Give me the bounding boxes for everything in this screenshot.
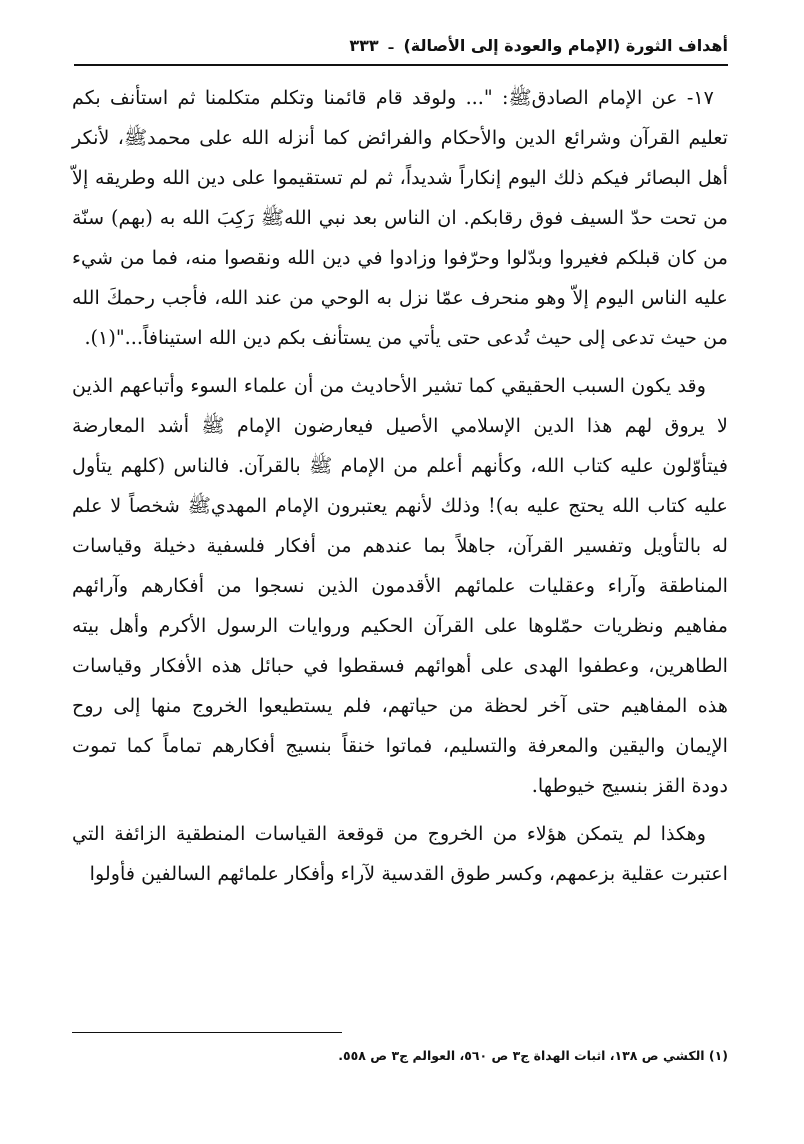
running-header bbox=[74, 28, 728, 62]
header-title: أهداف الثورة (الإمام والعودة إلى الأصالة) bbox=[403, 35, 728, 55]
footnote-divider bbox=[72, 1032, 342, 1033]
paragraph-hadith-17: ١٧- عن الإمام الصادقﷺ: "... ولوقد قام قائمنا وتكلم متكلمنا ثم استأنف بكم تعليم القرآن وشرائع الدين والأحكام والفرائض كما أنزله الله على محمدﷺ، لأنكر أهل البصائر فيكم ذلك اليوم إنكاراً شديداً، ثم لم تستقيموا على دين الله وطريقه إلاّ من تحت حدّ السيف فوق رقابكم. ان الناس بعد نبي اللهﷺ رَكِبَ الله به (بهم) سنّة من كان قبلكم فغيروا وبدّلوا وحرّفوا وزادوا في دين الله ونقصوا منه، فما من شيء عليه الناس اليوم إلاّ وهو منحرف عمّا نزل به الوحي من عند الله، فأجب رحمكَ الله من حيث تدعى إلى حيث تُدعى حتى يأتي من يستأنف بكم دين الله استينافاً..."(١). bbox=[72, 86, 728, 349]
main-text bbox=[72, 78, 728, 902]
header-divider bbox=[74, 64, 728, 66]
paragraph-continuation: وهكذا لم يتمكن هؤلاء من الخروج من قوقعة القياسات المنطقية الزائفة التي اعتبرت عقلية بزعمهم، وكسر طوق القدسية لآراء وأفكار علمائهم السالفين فأولوا bbox=[72, 822, 728, 885]
page-number: ٣٣٣ bbox=[349, 35, 379, 55]
footnote: (١) الكشي ص ١٣٨، اثبات الهداة ج٣ ص ٥٦٠، العوالم ج٣ ص ٥٥٨. bbox=[338, 1048, 728, 1063]
paragraph-real-cause: وقد يكون السبب الحقيقي كما تشير الأحاديث من أن علماء السوء وأتباعهم الذين لا يروق لهم هذا الدين الإسلامي الأصيل فيعارضون الإمام ﷺ أشد المعارضة فيتأوّلون عليه كتاب الله، وكأنهم أعلم من الإمام ﷺ بالقرآن. فالناس (كلهم يتأول عليه كتاب الله يحتج عليه به)! وذلك لأنهم يعتبرون الإمام المهديﷺ شخصاً لا علم له بالتأويل وتفسير القرآن، جاهلاً بما عندهم من أفكار فلسفية دخيلة وقياسات المناطقة وآراء وعقليات علمائهم الأقدمون الذين نسجوا من أفكارهم وآرائهم مفاهيم ونظريات حمّلوها على القرآن الحكيم وروايات الرسول الأكرم وأهل بيته الطاهرين، وعطفوا الهدى على أهوائهم فسقطوا في حبائل هذه الأفكار وقياسات هذه المفاهيم حتى آخر لحظة من حياتهم، فلم يستطيعوا الخروج منها إلى روح الإيمان واليقين والمعرفة والتسليم، فماتوا خنقاً بنسيج أفكارهم تماماً كما تموت دودة القز بنسيج خيوطها. bbox=[72, 374, 729, 797]
header-ornament: ـ bbox=[388, 37, 394, 53]
